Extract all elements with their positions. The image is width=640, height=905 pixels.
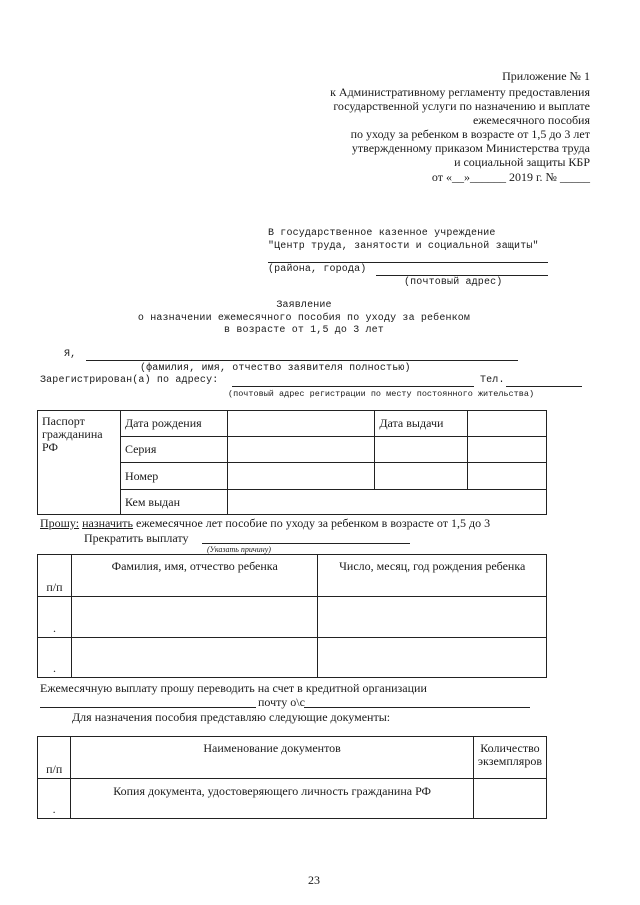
request-prefix: Прошу: (40, 516, 80, 530)
document-qty-field[interactable] (473, 779, 546, 819)
request-assign-option[interactable]: назначить (82, 516, 134, 530)
documents-col-name: Наименование документов (71, 737, 474, 779)
header-date-line: от «__»______ 2019 г. № _____ (431, 170, 590, 184)
children-col-num: п/п (38, 555, 72, 597)
documents-col-qty: Количество экземпляров (473, 737, 546, 779)
passport-table (37, 410, 547, 515)
header-line: ежемесячного пособия (472, 113, 590, 127)
documents-intro: Для назначения пособия представляю следующие документы: (72, 710, 391, 724)
registration-address-field[interactable] (232, 386, 474, 387)
child-fio-field[interactable] (71, 638, 317, 678)
number-field[interactable] (227, 463, 375, 490)
issue-date-label: Дата выдачи (375, 411, 468, 437)
series-extra-field[interactable] (468, 437, 547, 463)
stop-reason-hint: (Указать причину) (207, 545, 271, 554)
children-row-mark: . (38, 597, 72, 638)
issued-by-label: Кем выдан (120, 490, 227, 515)
header-line: к Административному регламенту предоставления (330, 85, 590, 99)
statement-title: Заявление (276, 300, 332, 311)
header-line: по уходу за ребенком в возрасте от 1,5 до 3 лет (350, 127, 590, 141)
child-fio-field[interactable] (71, 597, 317, 638)
district-blank-line (376, 275, 548, 276)
documents-table (37, 736, 547, 819)
birth-date-label: Дата рождения (120, 411, 227, 437)
child-dob-field[interactable] (318, 638, 547, 678)
addressee-blank-line (268, 262, 548, 263)
children-col-dob: Число, месяц, год рождения ребенка (318, 555, 547, 597)
request-line (40, 516, 490, 530)
registration-address-hint: (почтовый адрес регистрации по месту постоянного жительства) (228, 389, 535, 399)
page-number: 23 (308, 873, 320, 887)
passport-label: Паспорт гражданина РФ (38, 411, 121, 515)
postal-address-hint: (почтовый адрес) (404, 277, 503, 288)
addressee-line2: "Центр труда, занятости и социальной защиты" (268, 241, 539, 252)
phone-field[interactable] (506, 386, 582, 387)
statement-subtitle-age: в возрасте от 1,5 до 3 лет (224, 325, 384, 336)
number-label: Номер (120, 463, 227, 490)
header-line: утвержденному приказом Министерства труда (351, 141, 590, 155)
payment-post-label: почту о\с (258, 695, 305, 709)
applicant-fio-hint: (фамилия, имя, отчество заявителя полностью) (140, 363, 411, 374)
issued-by-field[interactable] (227, 490, 546, 515)
statement-subtitle: о назначении ежемесячного пособия по уходу за ребенком (137, 313, 471, 324)
children-table (37, 554, 547, 678)
district-label: (района, города) (268, 264, 367, 275)
registered-label: Зарегистрирован(а) по адресу: (40, 375, 219, 386)
post-office-field[interactable] (304, 707, 530, 708)
series-extra-field[interactable] (375, 437, 468, 463)
children-row-mark: . (38, 638, 72, 678)
number-extra-field[interactable] (375, 463, 468, 490)
children-col-fio: Фамилия, имя, отчество ребенка (71, 555, 317, 597)
phone-label: Тел. (480, 375, 505, 386)
series-label: Серия (120, 437, 227, 463)
payment-line: Ежемесячную выплату прошу переводить на счет в кредитной организации (40, 681, 427, 695)
request-stop-option[interactable]: Прекратить выплату (84, 531, 189, 545)
header-line: государственной услуги по назначению и выплате (333, 99, 590, 113)
appendix-title: Приложение № 1 (502, 69, 590, 83)
header-line: и социальной защиты КБР (454, 155, 590, 169)
birth-date-field[interactable] (227, 411, 375, 437)
stop-reason-field[interactable] (202, 543, 410, 544)
applicant-fio-field[interactable] (86, 360, 518, 361)
bank-account-field[interactable] (40, 707, 256, 708)
series-field[interactable] (227, 437, 375, 463)
child-dob-field[interactable] (318, 597, 547, 638)
addressee-line1: В государственное казенное учреждение (268, 228, 496, 239)
request-assign-text: ежемесячное лет пособие по уходу за ребенком в возрасте от 1,5 до 3 (133, 516, 491, 530)
document-name: Копия документа, удостоверяющего личность гражданина РФ (71, 779, 474, 819)
number-extra-field[interactable] (468, 463, 547, 490)
issue-date-field[interactable] (468, 411, 547, 437)
documents-col-num: п/п (38, 737, 71, 779)
applicant-i-label: Я, (64, 349, 77, 360)
documents-row-mark: . (38, 779, 71, 819)
